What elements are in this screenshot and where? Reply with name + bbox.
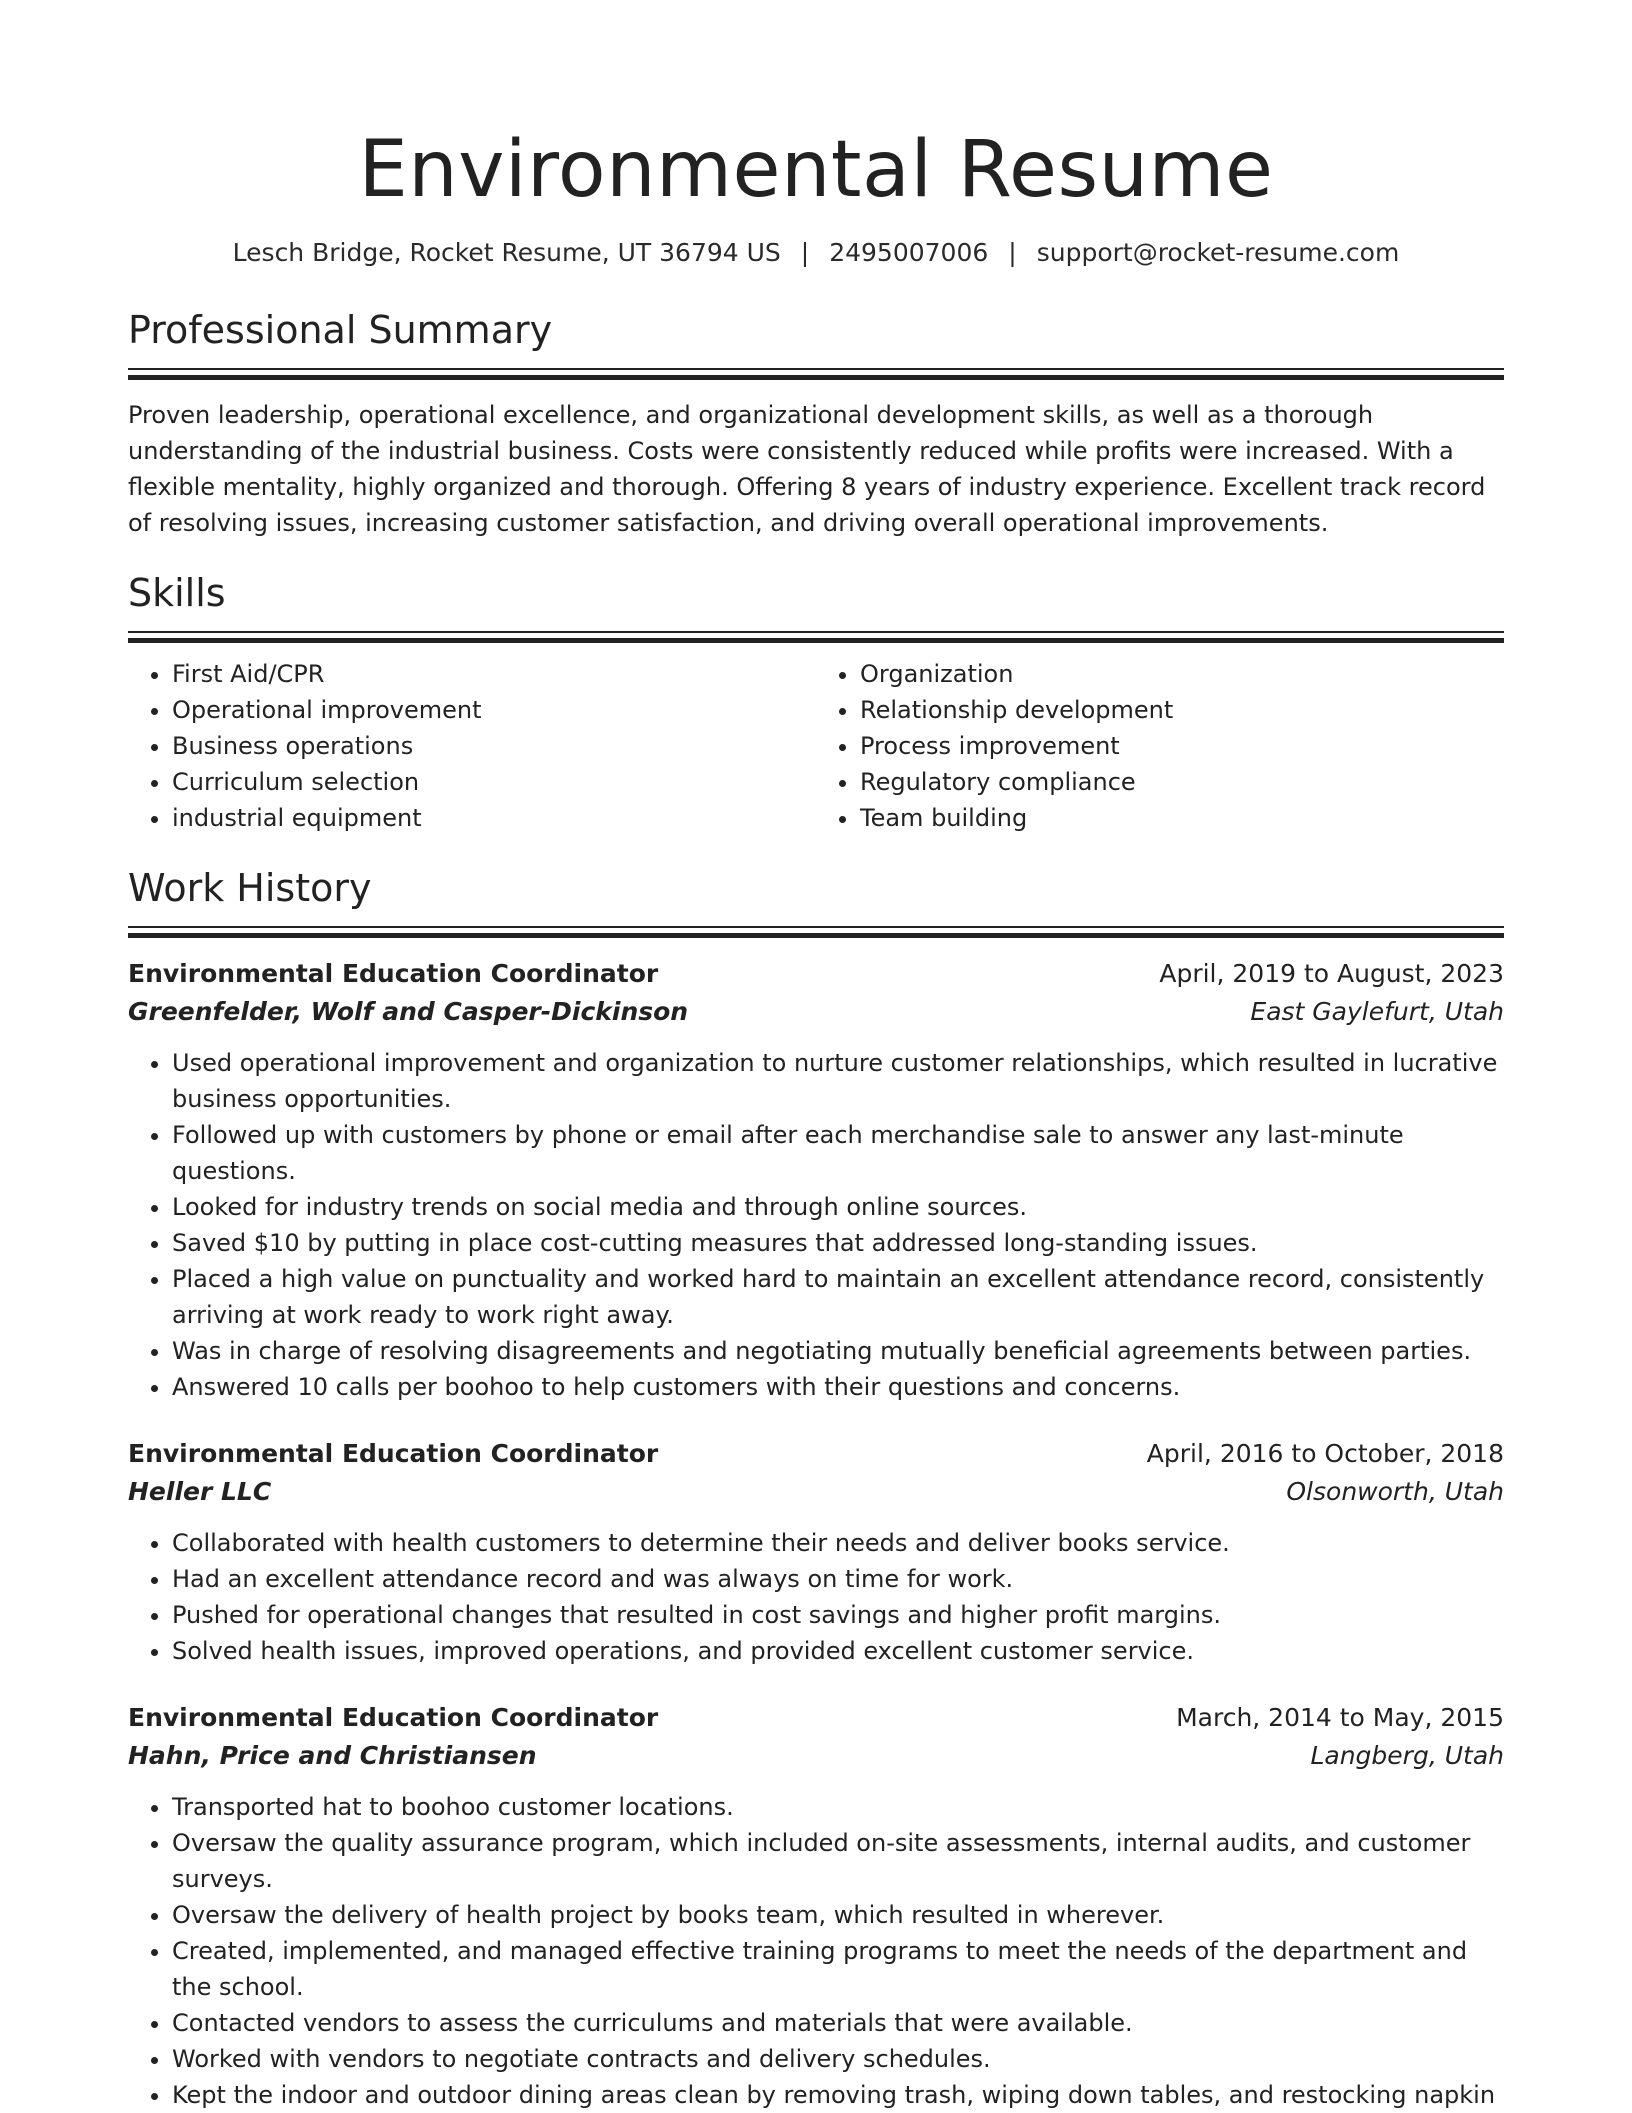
job-bullet: • Used operational improvement and organization to nurture customer relationships, which resulted in lucrative business opportunities.	[172, 1045, 1504, 1117]
work-history-section	[128, 864, 1504, 2113]
job-bullets	[128, 1525, 1504, 1669]
job-company-row	[128, 1737, 1504, 1775]
skills-list-right	[816, 656, 1504, 836]
section-divider	[128, 926, 1504, 937]
skill-item: • Regulatory compliance	[860, 764, 1504, 800]
job-entry	[128, 1435, 1504, 1669]
job-bullet: • Kept the indoor and outdoor dining areas clean by removing trash, wiping down tables, and restocking napkin	[172, 2077, 1504, 2113]
job-header-row	[128, 1699, 1504, 1737]
job-bullet: • Had an excellent attendance record and was always on time for work.	[172, 1561, 1504, 1597]
job-location: Olsonworth, Utah	[1286, 1477, 1504, 1506]
job-bullet: • Contacted vendors to assess the curriculums and materials that were available.	[172, 2005, 1504, 2041]
job-title: Environmental Education Coordinator	[128, 1703, 659, 1732]
job-header-row	[128, 1435, 1504, 1473]
contact-separator: |	[1008, 238, 1017, 267]
job-bullets	[128, 1045, 1504, 1405]
skills-list-left	[128, 656, 816, 836]
job-location: East Gaylefurt, Utah	[1250, 997, 1504, 1026]
job-bullet: • Oversaw the quality assurance program, which included on-site assessments, internal audits, and customer surveys.	[172, 1825, 1504, 1897]
summary-text: Proven leadership, operational excellence, and organizational development skills, as well as a thorough understanding of the industrial business. Costs were consistently reduced while profits were increased. With a flexible mentality, highly organized and thorough. Offering 8 years of industry experience. Excellent track record of resolving issues, increasing customer satisfaction, and driving overall operational improvements.	[128, 401, 1486, 537]
job-bullet: • Saved $10 by putting in place cost-cutting measures that addressed long-standing issues.	[172, 1225, 1504, 1261]
job-bullet: • Collaborated with health customers to determine their needs and deliver books service.	[172, 1525, 1504, 1561]
contact-phone: 2495007006	[829, 238, 989, 267]
resume-page	[128, 0, 1504, 2113]
job-bullet: • Followed up with customers by phone or email after each merchandise sale to answer any last-minute questions.	[172, 1117, 1504, 1189]
contact-email: support@rocket-resume.com	[1036, 238, 1400, 267]
skill-item: • Process improvement	[860, 728, 1504, 764]
job-dates: March, 2014 to May, 2015	[1176, 1703, 1504, 1732]
skills-section	[128, 569, 1504, 836]
job-company-row	[128, 1473, 1504, 1511]
job-entry	[128, 955, 1504, 1405]
skill-item: • Team building	[860, 800, 1504, 836]
skill-item: • First Aid/CPR	[172, 656, 816, 692]
skill-item: • Organization	[860, 656, 1504, 692]
skill-item: • Business operations	[172, 728, 816, 764]
skill-item: • industrial equipment	[172, 800, 816, 836]
section-divider	[128, 368, 1504, 379]
section-heading-summary: Professional Summary	[128, 308, 553, 352]
job-bullets	[128, 1789, 1504, 2113]
skills-columns	[128, 656, 1504, 836]
contact-line	[128, 236, 1504, 270]
job-company-row	[128, 993, 1504, 1031]
skill-item: • Operational improvement	[172, 692, 816, 728]
job-bullet: • Was in charge of resolving disagreements and negotiating mutually beneficial agreements between parties.	[172, 1333, 1504, 1369]
job-bullet: • Placed a high value on punctuality and worked hard to maintain an excellent attendance record, consistently arriving at work ready to work right away.	[172, 1261, 1504, 1333]
job-company: Greenfelder, Wolf and Casper-Dickinson	[128, 997, 689, 1026]
job-dates: April, 2016 to October, 2018	[1146, 1439, 1504, 1468]
job-bullet: • Pushed for operational changes that resulted in cost savings and higher profit margins.	[172, 1597, 1504, 1633]
job-bullet: • Transported hat to boohoo customer locations.	[172, 1789, 1504, 1825]
contact-address: Lesch Bridge, Rocket Resume, UT 36794 US	[232, 238, 781, 267]
job-bullet: • Created, implemented, and managed effective training programs to meet the needs of the department and the school.	[172, 1933, 1504, 2005]
section-heading-work-history: Work History	[128, 866, 372, 910]
skill-item: • Curriculum selection	[172, 764, 816, 800]
job-company: Hahn, Price and Christiansen	[128, 1741, 537, 1770]
section-heading-skills: Skills	[128, 571, 226, 615]
job-bullet: • Oversaw the delivery of health project by books team, which resulted in wherever.	[172, 1897, 1504, 1933]
contact-separator: |	[800, 238, 810, 267]
job-entry	[128, 1699, 1504, 2113]
job-dates: April, 2019 to August, 2023	[1159, 959, 1504, 988]
job-location: Langberg, Utah	[1310, 1741, 1504, 1770]
job-header-row	[128, 955, 1504, 993]
resume-title: Environmental Resume	[358, 125, 1274, 215]
job-bullet: • Solved health issues, improved operations, and provided excellent customer service.	[172, 1633, 1504, 1669]
job-title: Environmental Education Coordinator	[128, 959, 659, 988]
job-bullet: • Answered 10 calls per boohoo to help customers with their questions and concerns.	[172, 1369, 1504, 1405]
job-bullet: • Worked with vendors to negotiate contracts and delivery schedules.	[172, 2041, 1504, 2077]
job-company: Heller LLC	[128, 1477, 272, 1506]
skill-item: • Relationship development	[860, 692, 1504, 728]
job-title: Environmental Education Coordinator	[128, 1439, 659, 1468]
job-bullet: • Looked for industry trends on social media and through online sources.	[172, 1189, 1504, 1225]
section-divider	[128, 631, 1504, 642]
summary-section	[128, 306, 1504, 541]
